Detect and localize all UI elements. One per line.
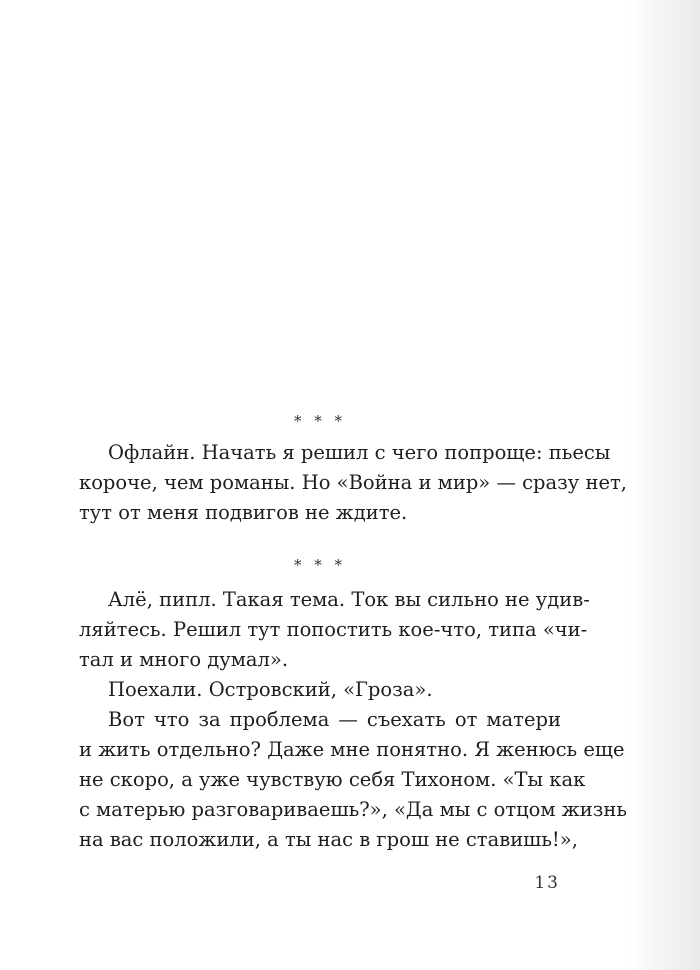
text-line: на вас положили, а ты нас в грош не ставишь!», [79,828,578,851]
text-line: Офлайн. Начать я решил с чего попроще: пьесы [108,441,611,464]
text-line: и жить отдельно? Даже мне понятно. Я женюсь еще [79,738,625,761]
page-number: 13 [534,873,560,893]
text-line: короче, чем романы. Но «Война и мир» — сразу нет, [79,471,627,494]
text-line: тут от меня подвигов не ждите. [79,501,408,524]
text-line: не скоро, а уже чувствую себя Тихоном. «Ты как [79,768,586,791]
text-line: тал и много думал». [79,648,289,671]
text-line: Алё, пипл. Такая тема. Ток вы сильно не удив- [108,588,590,611]
section-separator: * * * [293,412,347,430]
section-1-text [79,438,627,528]
text-line: Вот что за проблема — съехать от матери [108,708,561,731]
section-2-text [79,585,627,855]
text-line: с матерью разговариваешь?», «Да мы с отцом жизнь [79,798,627,821]
text-line: ляйтесь. Решил тут попостить кое-что, типа «чи- [79,618,588,641]
text-line: Поехали. Островский, «Гроза». [108,678,433,701]
section-separator: * * * [293,556,347,574]
